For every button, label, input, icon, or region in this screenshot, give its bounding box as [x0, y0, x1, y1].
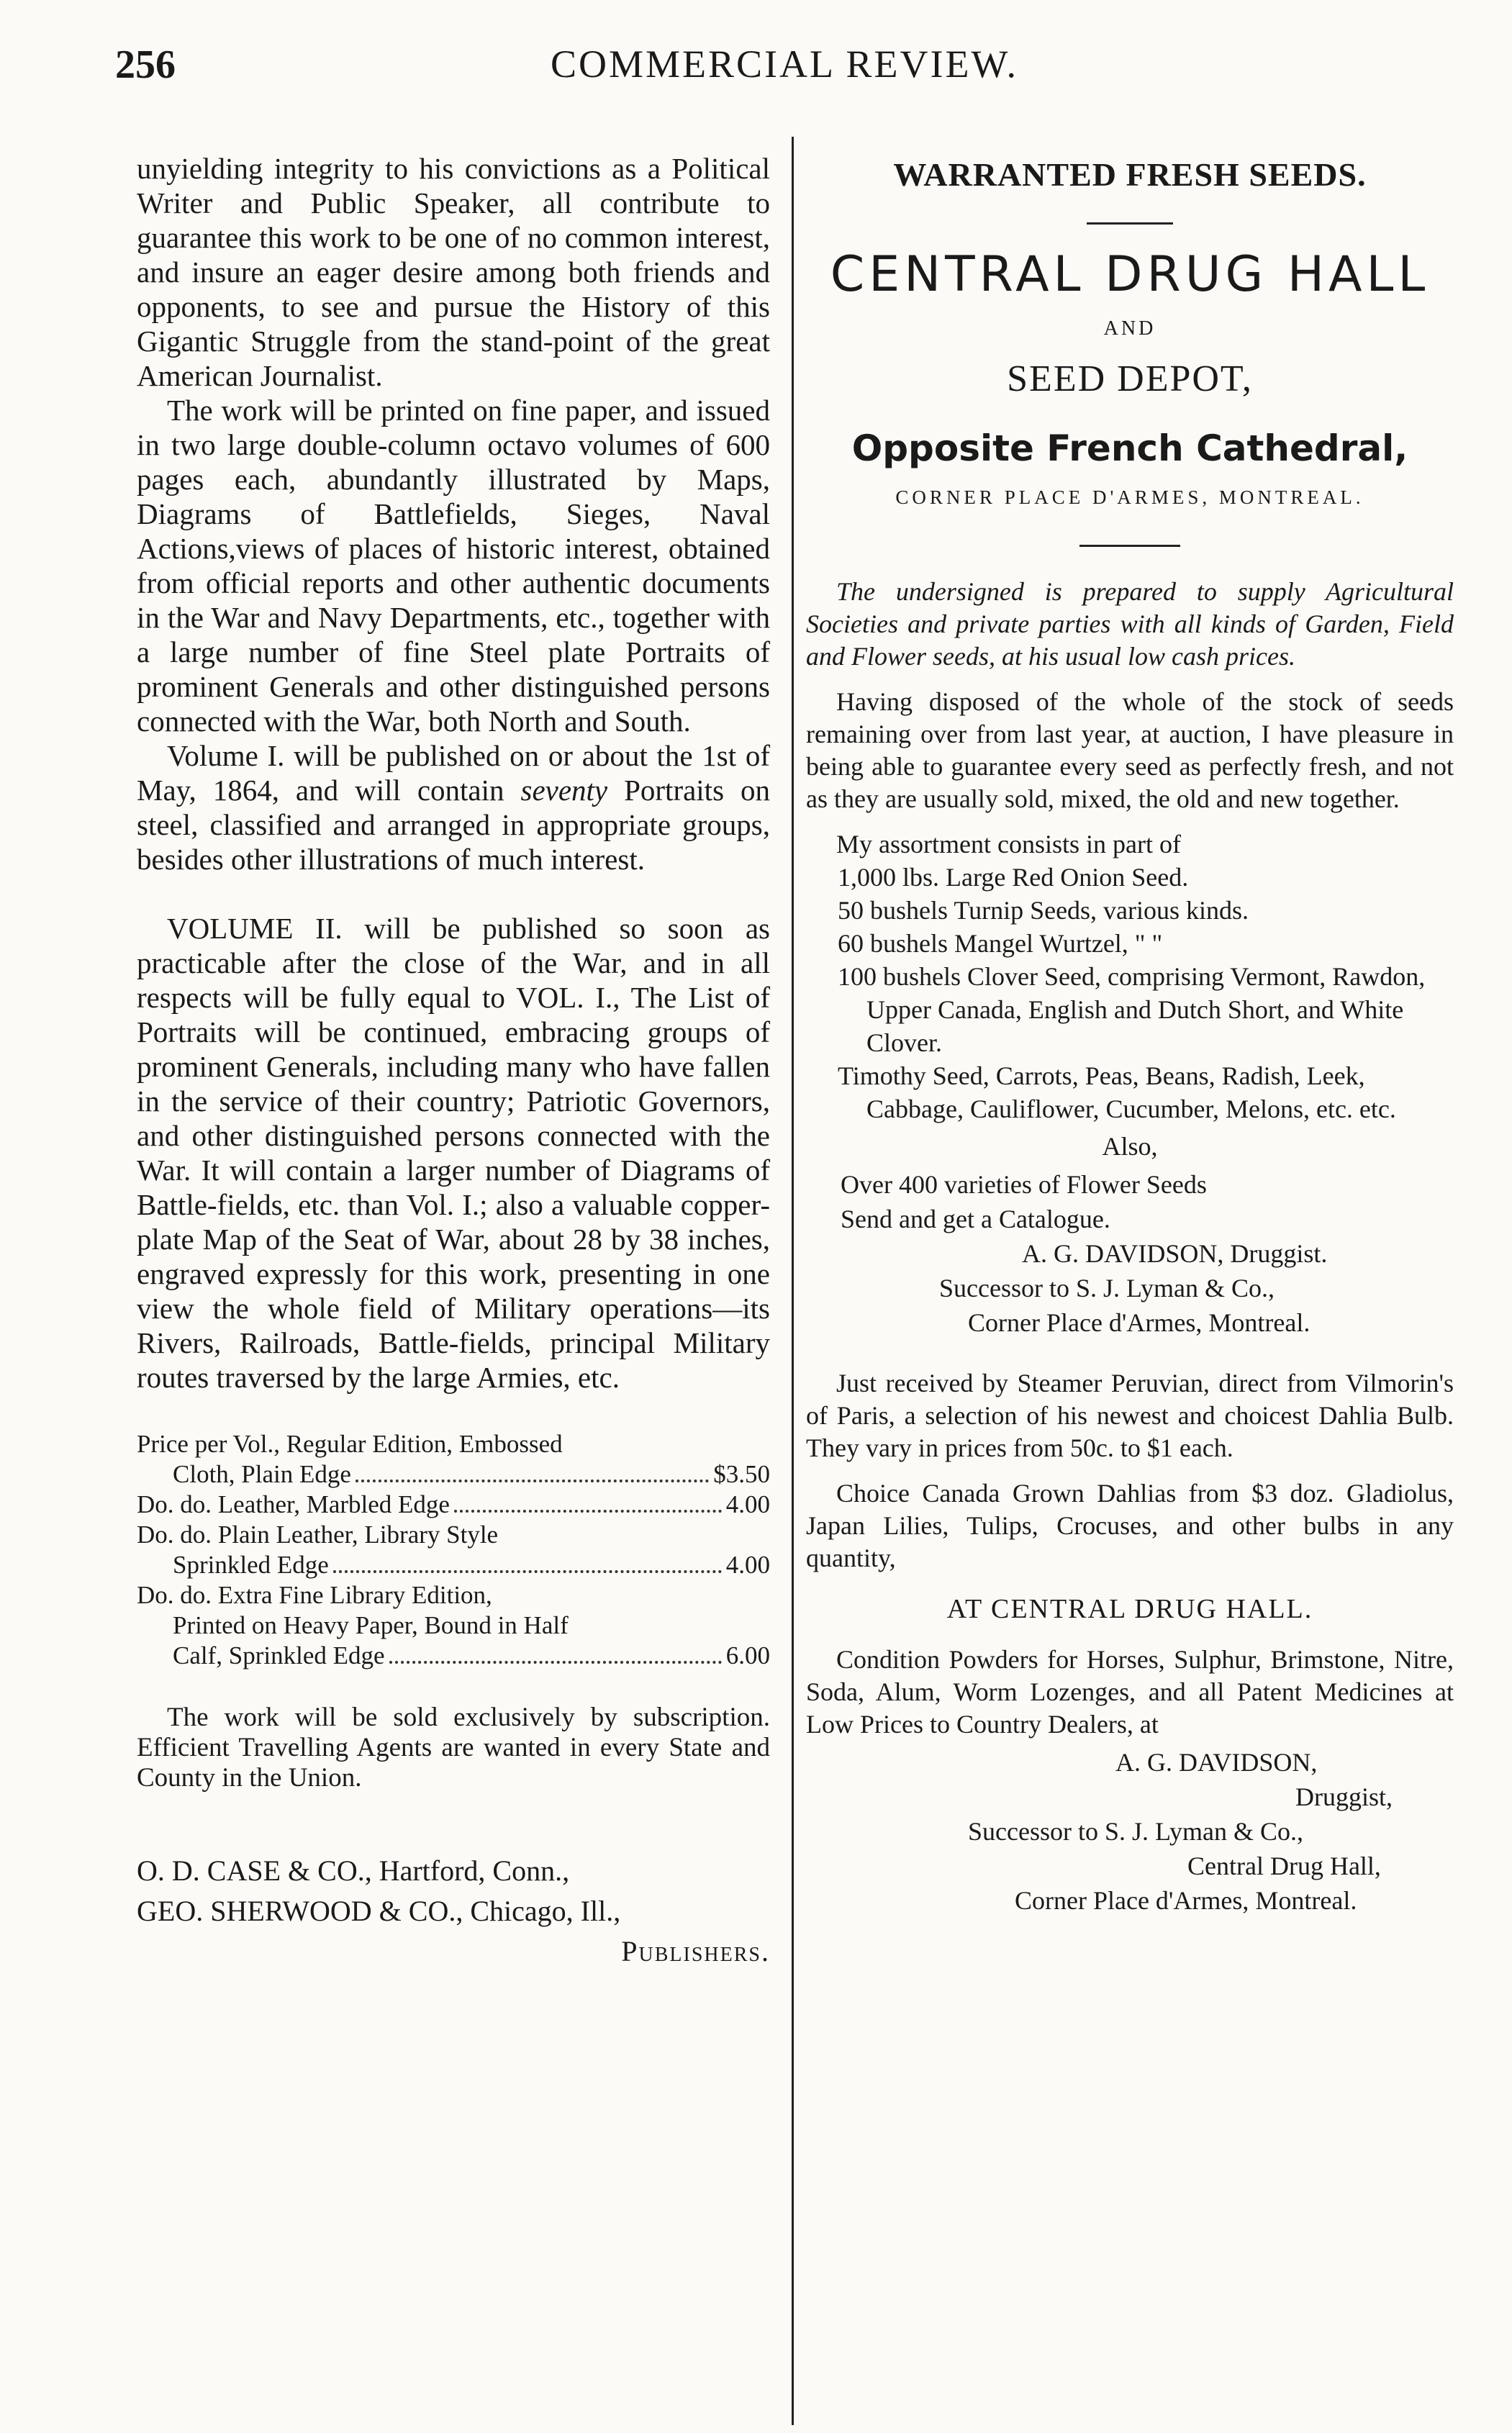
- price-line-intro: Price per Vol., Regular Edition, Embossed: [137, 1430, 563, 1458]
- signature-address: Corner Place d'Armes, Montreal.: [968, 1308, 1310, 1337]
- ad-headline-seed-depot: SEED DEPOT,: [1007, 358, 1253, 399]
- price-line-sprinkled: [137, 1550, 770, 1580]
- signature-address-2: Corner Place d'Armes, Montreal.: [1015, 1886, 1357, 1915]
- ad-headline-drug-hall: CENTRAL DRUG HALL: [830, 246, 1430, 303]
- signature-successor-2: Successor to S. J. Lyman & Co.,: [968, 1817, 1303, 1846]
- left-column: [137, 151, 770, 1972]
- volume-one-paragraph: [137, 738, 770, 876]
- history-paragraph-1: unyielding integrity to his convictions as a Political Writer and Public Speaker, all contribute to guarantee this work to be one of no common interest, and insure an eager desire among both friends and opponents, to see and pursue the History of this Gigantic Struggle from the stand-point of the great American Journalist.: [137, 152, 770, 392]
- price-label: Calf, Sprinkled Edge: [173, 1641, 385, 1669]
- right-column: [806, 151, 1454, 1918]
- seed-item: 100 bushels Clover Seed, comprising Vermont, Rawdon, Upper Canada, English and Dutch Short, and White Clover.: [838, 962, 1426, 1057]
- seeds-paragraph-2: Having disposed of the whole of the stock of seeds remaining over from last year, at auction, I have pleasure in being able to guarantee every seed as perfectly fresh, and not as they are usually sold, mixed, the old and new together.: [806, 687, 1454, 813]
- flower-seeds-line: Over 400 varieties of Flower Seeds: [841, 1170, 1207, 1199]
- price-amount: 4.00: [725, 1490, 770, 1518]
- ad-address: CORNER PLACE D'ARMES, MONTREAL.: [895, 486, 1364, 508]
- catalogue-line: Send and get a Catalogue.: [841, 1205, 1110, 1233]
- also-label: Also,: [1102, 1132, 1158, 1161]
- volume-one-emphasis: seventy: [520, 774, 608, 807]
- price-line-leather: [137, 1490, 770, 1520]
- dahlia-paragraph: Just received by Steamer Peruvian, direct from Vilmorin's of Paris, a selection of his newest and choicest Dahlia Bulb. They vary in prices from 50c. to $1 each.: [806, 1369, 1454, 1462]
- volume-one-text-a: Volume I. will be published on or about the 1st of May, 1864, and will contain: [137, 739, 770, 807]
- running-head: COMMERCIAL REVIEW.: [550, 42, 1018, 86]
- signature-successor: Successor to S. J. Lyman & Co.,: [939, 1274, 1275, 1302]
- price-line-calf: [137, 1641, 770, 1671]
- assortment-intro: My assortment consists in part of: [836, 830, 1181, 858]
- bulbs-paragraph: Choice Canada Grown Dahlias from $3 doz. Gladiolus, Japan Lilies, Tulips, Crocuses, and other bulbs in any quantity,: [806, 1479, 1454, 1572]
- spacer: [806, 1340, 1454, 1367]
- history-paragraph-2: The work will be printed on fine paper, and issued in two large double-column octavo volumes of 600 pages each, abundantly illustrated by Maps, Diagrams of Battlefields, Sieges, Naval Actions,views of places of historic interest, obtained from official reports and other authentic documents in the War and Navy Departments, etc., together with a large number of fine Steel plate Portraits of prominent Generals and other distinguished persons connected with the War, both North and South.: [137, 394, 770, 738]
- seed-item: 50 bushels Turnip Seeds, various kinds.: [838, 896, 1249, 925]
- ad-and: AND: [1103, 317, 1156, 340]
- ad-rule: [1079, 545, 1180, 547]
- seed-item: 1,000 lbs. Large Red Onion Seed.: [838, 863, 1189, 892]
- signature-drug-hall: Central Drug Hall,: [1187, 1852, 1381, 1880]
- spacer: [137, 876, 770, 911]
- price-amount: 4.00: [725, 1551, 770, 1579]
- short-rule: [1087, 222, 1173, 225]
- price-line-heavy-paper: Printed on Heavy Paper, Bound in Half: [173, 1611, 569, 1639]
- page-number: 256: [115, 42, 176, 87]
- price-label: Cloth, Plain Edge: [173, 1460, 351, 1488]
- signature-name-2: A. G. DAVIDSON,: [1115, 1748, 1318, 1777]
- signature-druggist: Druggist,: [1295, 1782, 1393, 1811]
- price-list: [137, 1429, 770, 1671]
- signature-name: A. G. DAVIDSON, Druggist.: [1022, 1239, 1328, 1268]
- ad-headline-seeds: WARRANTED FRESH SEEDS.: [893, 156, 1367, 193]
- volume-one-text-b: Portraits on steel, classified and arranged in appropriate groups, besides other illustrations of much interest.: [137, 774, 770, 876]
- condition-powders-paragraph: Condition Powders for Horses, Sulphur, Brimstone, Nitre, Soda, Alum, Worm Lozenges, and all Patent Medicines at Low Prices to Country Dealers, at: [806, 1645, 1454, 1739]
- price-label: Sprinkled Edge: [173, 1551, 329, 1579]
- seed-item: 60 bushels Mangel Wurtzel, " ": [838, 929, 1163, 958]
- seed-list: [806, 861, 1454, 1125]
- seeds-paragraph-1: The undersigned is prepared to supply Agricultural Societies and private parties with all kinds of Garden, Field and Flower seeds, at his usual low cash prices.: [806, 577, 1454, 671]
- central-drug-hall-line: AT CENTRAL DRUG HALL.: [946, 1594, 1313, 1624]
- price-amount: $3.50: [713, 1460, 770, 1488]
- publishers-block: [137, 1851, 770, 1972]
- price-amount: 6.00: [725, 1641, 770, 1669]
- leader-dots: [389, 1661, 722, 1664]
- publisher-case: O. D. CASE & CO., Hartford, Conn.,: [137, 1854, 570, 1887]
- page-header: [115, 42, 1454, 107]
- leader-dots: [333, 1570, 722, 1573]
- price-label: Do. do. Leather, Marbled Edge: [137, 1490, 450, 1518]
- publisher-sherwood: GEO. SHERWOOD & CO., Chicago, Ill.,: [137, 1895, 621, 1927]
- publishers-signature: Publishers.: [621, 1935, 770, 1967]
- leader-dots: [356, 1480, 709, 1482]
- price-line-cloth: [137, 1459, 770, 1490]
- price-line-extra-fine: Do. do. Extra Fine Library Edition,: [137, 1581, 492, 1609]
- price-line-library-style: Do. do. Plain Leather, Library Style: [137, 1521, 499, 1549]
- ad-headline-location: Opposite French Cathedral,: [851, 427, 1408, 469]
- seed-item: Timothy Seed, Carrots, Peas, Beans, Radish, Leek, Cabbage, Cauliflower, Cucumber, Melons, etc. etc.: [838, 1061, 1396, 1123]
- leader-dots: [454, 1510, 722, 1513]
- volume-two-paragraph: VOLUME II. will be published so soon as practicable after the close of the War, and in all respects will be fully equal to VOL. I., The List of Portraits will be continued, embracing groups of prominent Generals, including many who have fallen in the service of their country; Patriotic Governors, and other distinguished persons connected with the War. It will contain a larger number of Diagrams of Battle-fields, etc. than Vol. I.; also a valuable copper-plate Map of the Seat of War, about 28 by 38 inches, engraved expressly for this work, presenting in one view the whole field of Military operations—its Rivers, Railroads, Battle-fields, principal Military routes traversed by the large Armies, etc.: [137, 912, 770, 1394]
- subscription-notice: The work will be sold exclusively by subscription. Efficient Travelling Agents are wanted in every State and County in the Union.: [137, 1703, 770, 1793]
- column-rule: [792, 137, 794, 2425]
